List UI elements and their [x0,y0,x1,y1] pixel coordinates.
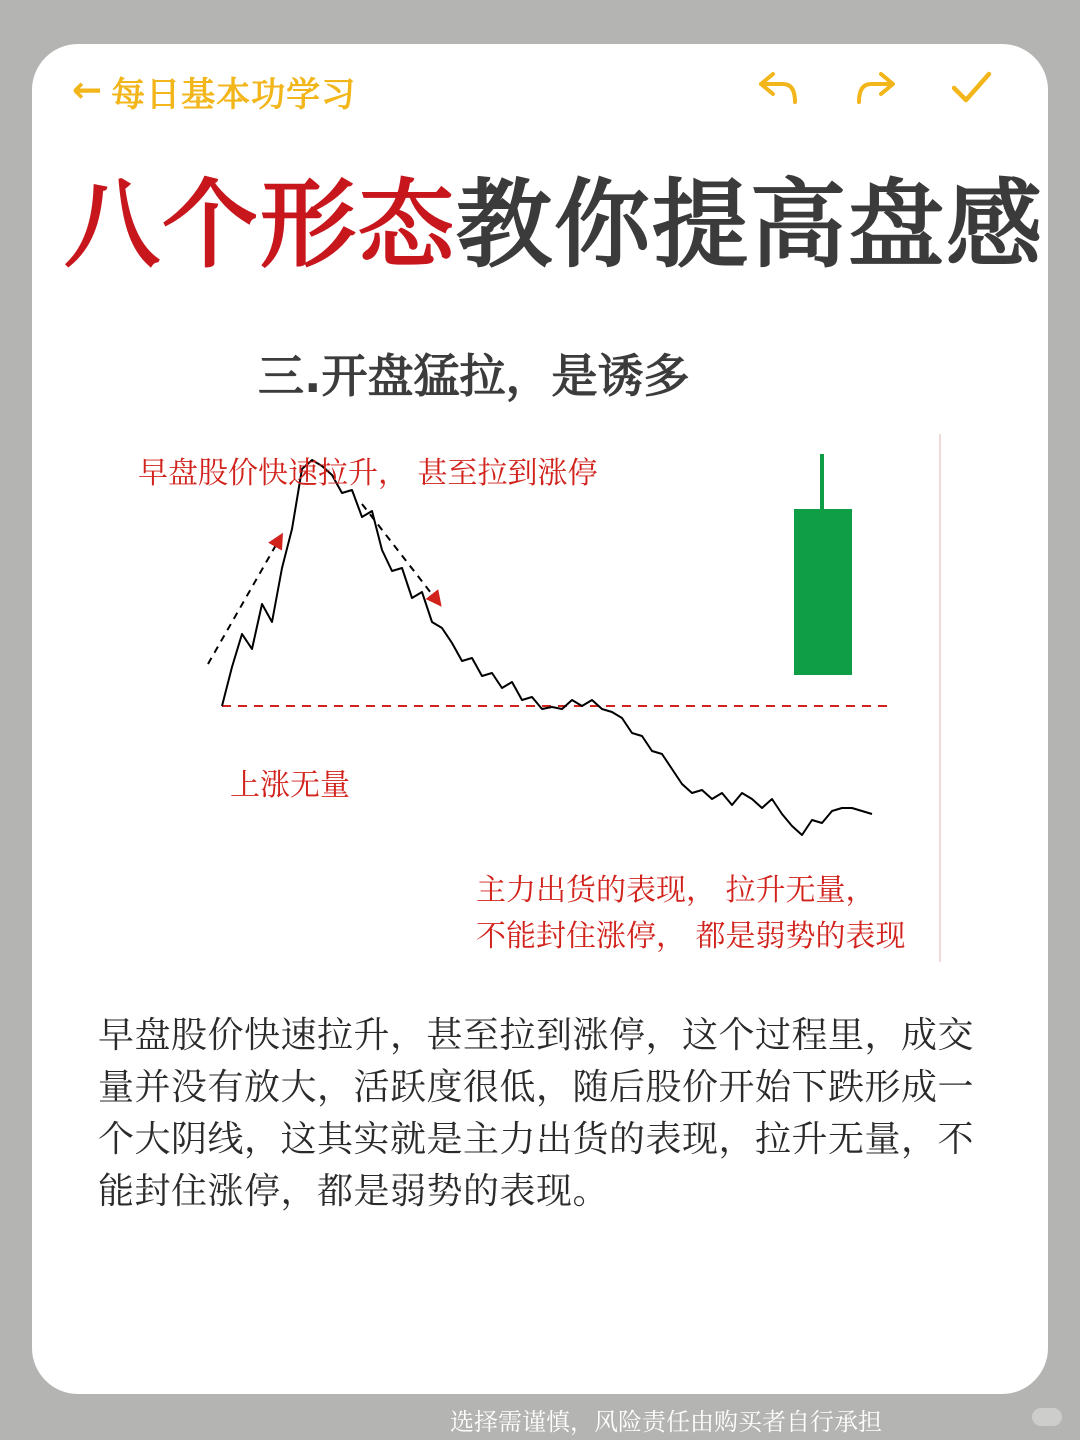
back-arrow-icon: ← [72,70,104,111]
title-rest: 教你提高盘感 [456,169,1044,281]
title-highlight: 八个形态 [64,169,456,281]
page-title [64,160,1044,290]
up-trend-arrow [208,538,280,664]
redo-button[interactable] [850,62,900,114]
confirm-button[interactable] [946,62,996,114]
annotation-distribution-line1: 主力出货的表现， 拉升无量， [476,873,876,908]
down-trend-arrow [362,504,438,602]
candle-body [794,509,852,675]
annotation-distribution-line2: 不能封住涨停， 都是弱势的表现 [476,919,906,954]
annotation-early-rally: 早盘股价快速拉升， 甚至拉到涨停 [138,456,598,491]
toolbar [754,62,996,114]
section-subtitle: 三.开盘猛拉，是诱多 [258,349,690,403]
back-nav[interactable] [72,66,356,116]
check-icon [949,68,993,108]
back-nav-label: 每日基本功学习 [111,74,357,115]
annotation-no-volume: 上涨无量 [230,768,350,803]
risk-disclaimer: 选择需谨慎，风险责任由购买者自行承担 [450,1408,882,1436]
redo-icon [853,68,897,108]
explanation-paragraph: 早盘股价快速拉升，甚至拉到涨停，这个过程里，成交量并没有放大，活跃度很低，随后股价开始下跌形成一个大阴线，这其实就是主力出货的表现，拉升无量，不能封住涨停，都是弱势的表现。 [98,1015,975,1212]
undo-icon [757,68,801,108]
page-indicator [1032,1408,1062,1426]
undo-button[interactable] [754,62,804,114]
bearish-candlestick [794,454,852,675]
annotation-distribution [476,868,906,960]
